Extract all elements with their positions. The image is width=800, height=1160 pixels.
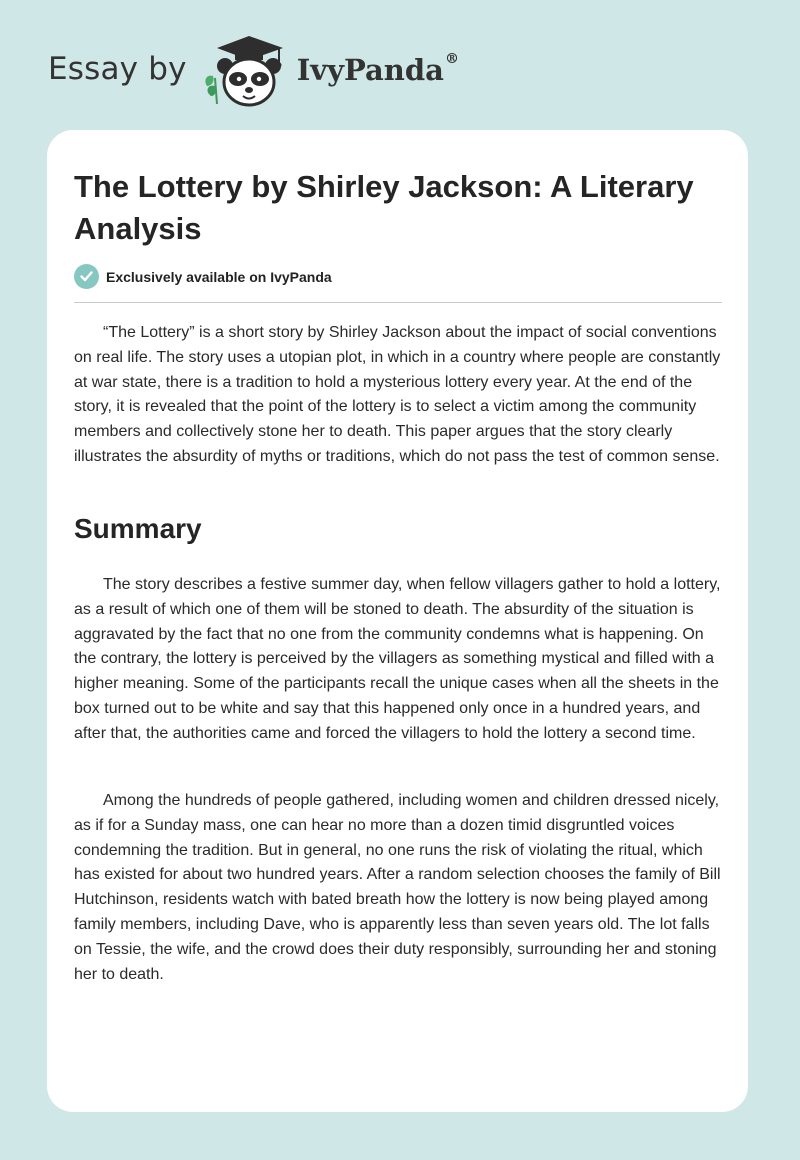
article-card [47, 130, 748, 1112]
panda-graduate-icon[interactable] [203, 34, 291, 110]
registered-mark: ® [444, 51, 459, 67]
intro-paragraph: “The Lottery” is a short story by Shirley Jackson about the impact of social conventions on real life. The story uses a utopian plot, in which in a country where people are constantly at war state, there is a tradition to hold a mysterious lottery every year. At the end of the story, it is revealed that the point of the lottery is to select a victim among the community members and collectively stone her to death. This paper argues that the story clearly illustrates the absurdity of myths or traditions, which do not pass the test of common sense. [74, 324, 721, 465]
essay-by-label: Essay by [48, 51, 187, 87]
summary-paragraph-2: Among the hundreds of people gathered, including women and children dressed nicely, as if for a Sunday mass, one can hear no more than a dozen timid disgruntled voices condemning the tradition. But in general, no one runs the risk of violating the ritual, which has existed for about two hundred years. After a random selection chooses the family of Bill Hutchinson, residents watch with bated breath how the lottery is now being played among family members, including Dave, who is apparently less than seven years old. The lot falls on Tessie, the wife, and the crowd does their duty responsibly, surrounding her and stoning her to death. [74, 792, 721, 983]
section-heading-summary: Summary [74, 513, 202, 544]
check-icon [74, 264, 99, 289]
summary-paragraph-1: The story describes a festive summer day, when fellow villagers gather to hold a lottery, as a result of which one of them will be stoned to death. The absurdity of the situation is aggravated by the fact that no one from the community condemns what is happening. On the contrary, the lottery is perceived by the villagers as something mystical and filled with a higher meaning. Some of the participants recall the unique cases when all the sheets in the box turned out to be white and say that this happened only once in a hundred years, and after that, the authorities came and forced the villagers to hold the lottery a second time. [74, 576, 721, 742]
divider [74, 302, 722, 303]
ivy-leaf-icon [205, 76, 217, 104]
exclusive-text: Exclusively available on IvyPanda [106, 268, 332, 285]
exclusive-badge [74, 264, 332, 289]
brand-name-text: IvyPanda [296, 53, 444, 87]
site-header [48, 34, 459, 110]
article-title: The Lottery by Shirley Jackson: A Literary Analysis [74, 169, 694, 246]
brand-name[interactable] [297, 53, 459, 87]
